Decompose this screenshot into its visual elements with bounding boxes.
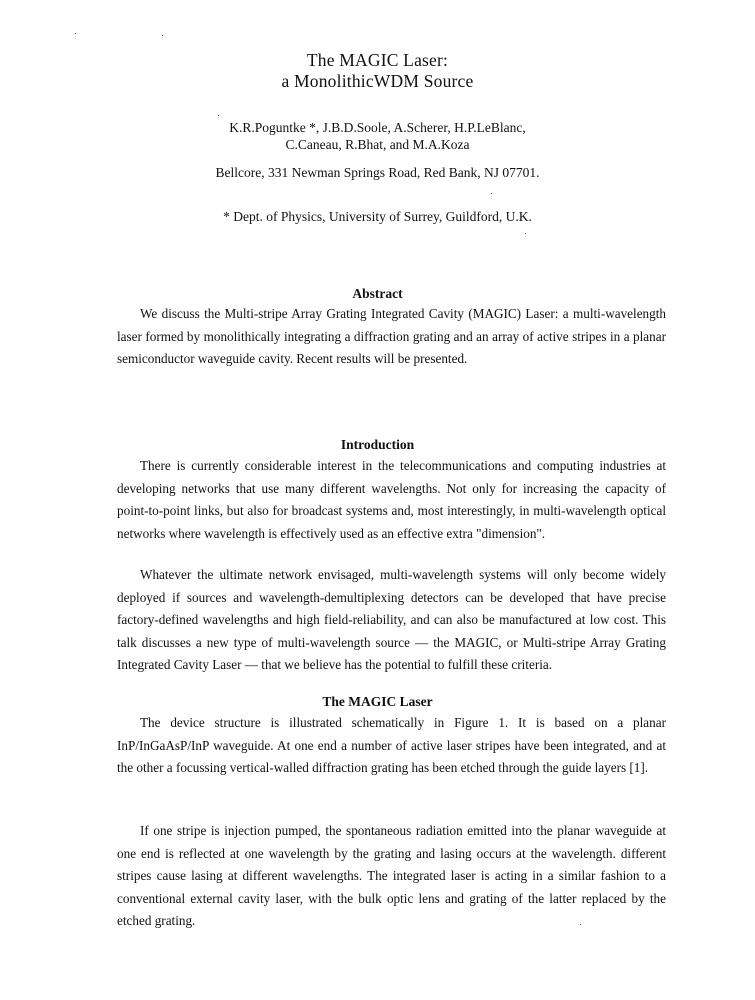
abstract-body xyxy=(117,303,666,371)
paragraph: We discuss the Multi-stripe Array Grating Integrated Cavity (MAGIC) Laser: a multi-wavelength laser formed by monolithically integrating a diffraction grating and an array of active stripes in a planar semiconductor waveguide cavity. Recent results will be presented. xyxy=(117,306,666,366)
footnote-affiliation: * Dept. of Physics, University of Surrey, Guildford, U.K. xyxy=(223,209,532,224)
paragraph: The device structure is illustrated schematically in Figure 1. It is based on a planar InP/InGaAsP/InP waveguide. At one end a number of active laser stripes have been integrated, and at the other a focussing vertical-walled diffraction grating has been etched through the guide layers [1]. xyxy=(117,715,666,775)
section-heading-abstract: Abstract xyxy=(352,286,403,301)
affiliation: Bellcore, 331 Newman Springs Road, Red Bank, NJ 07701. xyxy=(215,165,540,180)
introduction-body-1 xyxy=(117,455,666,545)
title-line-1: The MAGIC Laser: xyxy=(306,50,449,70)
section-heading-magic-laser: The MAGIC Laser xyxy=(322,694,433,709)
paragraph: There is currently considerable interest in the telecommunications and computing industries at developing networks that use many different wavelengths. Not only for increasing the capacity of point-to-point links, but also for broadcast systems and, most interestingly, in multi-wavelength optical networks where wavelength is effectively used as an effective extra "dimension". xyxy=(117,458,666,541)
paper-title xyxy=(0,50,755,92)
magic-laser-body-2 xyxy=(117,820,666,933)
title-line-2: a MonolithicWDM Source xyxy=(281,71,474,91)
paragraph: If one stripe is injection pumped, the spontaneous radiation emitted into the planar waveguide at one end is reflected at one wavelength by the grating and lasing occurs at the wavelength. different stripes cause lasing at different wavelengths. The integrated laser is acting in a similar fashion to a conventional external cavity laser, with the bulk optic lens and grating of the latter replaced by the etched grating. xyxy=(117,823,666,928)
scan-speck xyxy=(218,115,219,116)
authors-line-2: C.Caneau, R.Bhat, and M.A.Koza xyxy=(285,137,470,152)
scan-speck xyxy=(525,233,526,234)
scan-speck xyxy=(162,35,163,36)
introduction-body-2 xyxy=(117,564,666,677)
authors-line-1: K.R.Poguntke *, J.B.D.Soole, A.Scherer, H.P.LeBlanc, xyxy=(229,120,526,135)
scan-speck xyxy=(580,924,581,925)
section-heading-introduction: Introduction xyxy=(340,437,415,452)
scan-speck xyxy=(75,33,76,34)
magic-laser-body-1 xyxy=(117,712,666,780)
author-list xyxy=(0,119,755,153)
scan-speck xyxy=(491,193,492,194)
paragraph: Whatever the ultimate network envisaged, multi-wavelength systems will only become widely deployed if sources and wavelength-demultiplexing detectors can be developed that have precise factory-defined wavelengths and high field-reliability, and can also be manufactured at low cost. This talk discusses a new type of multi-wavelength source — the MAGIC, or Multi-stripe Array Grating Integrated Cavity Laser — that we believe has the potential to fulfill these criteria. xyxy=(117,567,666,672)
